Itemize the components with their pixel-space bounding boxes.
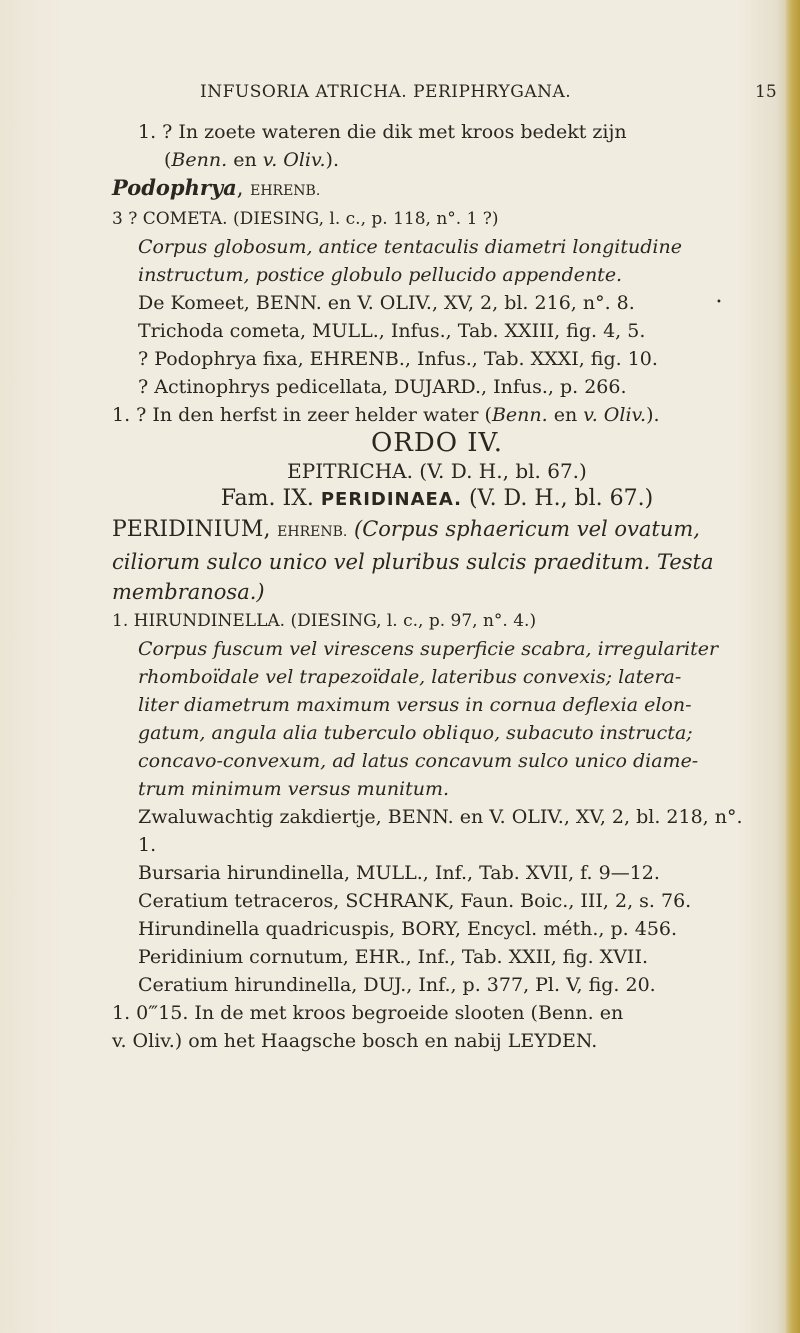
locality-line: 1. 0‴15. In de met kroos begroeide slooten (Benn. en bbox=[112, 1002, 624, 1024]
synonym-list bbox=[112, 289, 762, 401]
page-edge bbox=[786, 0, 800, 1333]
family-prefix: Fam. IX. bbox=[220, 486, 314, 511]
locality-block-1 bbox=[112, 118, 762, 174]
conj: en bbox=[547, 404, 584, 426]
synonym-line: Zwaluwachtig zakdiertje, BENN. en V. OLIV., XV, 2, bl. 218, n°. 1. bbox=[138, 806, 743, 856]
family-ref: (V. D. H., bl. 67.) bbox=[468, 486, 654, 511]
diagnosis-line: concavo-convexum, ad latus concavum sulco unico diame- bbox=[138, 750, 699, 772]
synonym-line: De Komeet, BENN. en V. OLIV., XV, 2, bl. 216, n°. 8. bbox=[138, 292, 635, 314]
genus-name: Podophrya bbox=[112, 175, 237, 200]
species-ref: (DIESING, l. c., p. 118, n°. 1 ?) bbox=[233, 209, 499, 229]
diagnosis-line: Corpus globosum, antice tentaculis diametri longitudine bbox=[138, 236, 682, 258]
diagnosis-line: trum minimum versus munitum. bbox=[138, 778, 450, 800]
page-body bbox=[112, 118, 762, 1055]
page-number: 15 bbox=[755, 82, 777, 102]
running-title: INFUSORIA ATRICHA. PERIPHRYGANA. bbox=[200, 82, 572, 102]
synonym-line: ? Actinophrys pedicellata, DUJARD., Infus., p. 266. bbox=[138, 376, 627, 398]
family-name: PERIDINAEA. bbox=[320, 489, 462, 510]
species-diagnosis bbox=[112, 635, 762, 803]
synonym-line: ? Podophrya fixa, EHRENB., Infus., Tab. XXXI, fig. 10. bbox=[138, 348, 658, 370]
locality-text: 1. ? In den herfst in zeer helder water ( bbox=[112, 404, 492, 426]
diagnosis-line: Corpus fuscum vel virescens superficie scabra, irregulariter bbox=[138, 638, 719, 660]
genus-heading-podophrya: Podophrya, EHRENB. bbox=[112, 175, 321, 200]
synonym-line: Trichoda cometa, MULL., Infus., Tab. XXIII, fig. 4, 5. bbox=[138, 320, 646, 342]
author-oliv: v. Oliv. bbox=[262, 149, 326, 171]
paren: ( bbox=[164, 149, 172, 171]
author-benn: Benn. bbox=[491, 404, 548, 426]
author-benn: Benn. bbox=[171, 149, 228, 171]
species-heading-hirundinella bbox=[112, 607, 762, 635]
synonym-line: Ceratium hirundinella, DUJ., Inf., p. 377, Pl. V, fig. 20. bbox=[138, 974, 656, 996]
family-heading bbox=[112, 485, 762, 514]
genus-heading-peridinium bbox=[112, 514, 762, 607]
synonym-line: Hirundinella quadricuspis, BORY, Encycl. méth., p. 456. bbox=[138, 918, 678, 940]
conj: en bbox=[227, 149, 263, 171]
diagnosis-line: instructum, postice globulo pellucido appendente. bbox=[138, 264, 623, 286]
locality-line bbox=[112, 401, 762, 429]
author-oliv: v. Oliv. bbox=[583, 404, 647, 426]
diagnosis-line: rhomboïdale vel trapezoïdale, lateribus convexis; latera- bbox=[138, 666, 682, 688]
synonym-line: Ceratium tetraceros, SCHRANK, Faun. Boic., III, 2, s. 76. bbox=[138, 890, 692, 912]
synonym-line: Bursaria hirundinella, MULL., Inf., Tab. XVII, f. 9—12. bbox=[138, 862, 660, 884]
genus-author: EHRENB. bbox=[250, 183, 321, 199]
species-heading-cometa bbox=[112, 205, 762, 233]
species-diagnosis bbox=[112, 233, 762, 289]
paren-close: ). bbox=[646, 404, 660, 426]
diagnosis-line: gatum, angula alia tuberculo obliquo, subacuto instructa; bbox=[138, 722, 693, 744]
locality-block bbox=[112, 999, 762, 1055]
synonym-line: Peridinium cornutum, EHR., Inf., Tab. XXII, fig. XVII. bbox=[138, 946, 648, 968]
diagnosis-line: liter diametrum maximum versus in cornua deflexia elon- bbox=[138, 694, 692, 716]
synonym-list bbox=[112, 803, 762, 999]
dot-mark: • bbox=[716, 297, 722, 308]
species-ref: (DIESING, l. c., p. 97, n°. 4.) bbox=[290, 611, 537, 631]
genus-name: PERIDINIUM, bbox=[112, 517, 271, 542]
genus-diagnosis: (Corpus sphaericum vel ovatum, bbox=[354, 517, 700, 541]
paren-close: ). bbox=[325, 149, 339, 171]
subordo-title: EPITRICHA. (V. D. H., bl. 67.) bbox=[287, 459, 587, 483]
genus-diagnosis: ciliorum sulco unico vel pluribus sulcis praeditum. Testa bbox=[112, 550, 714, 574]
genus-diagnosis: membranosa.) bbox=[112, 580, 265, 604]
locality-line: v. Oliv.) om het Haagsche bosch en nabij LEYDEN. bbox=[112, 1030, 598, 1052]
species-name: 3 ? COMETA. bbox=[112, 209, 228, 229]
genus-author: EHRENB. bbox=[277, 524, 348, 540]
locality-line: 1. ? In zoete wateren die dik met kroos bedekt zijn bbox=[138, 121, 627, 143]
species-name: 1. HIRUNDINELLA. bbox=[112, 611, 286, 631]
ordo-title: ORDO IV. bbox=[370, 428, 504, 458]
